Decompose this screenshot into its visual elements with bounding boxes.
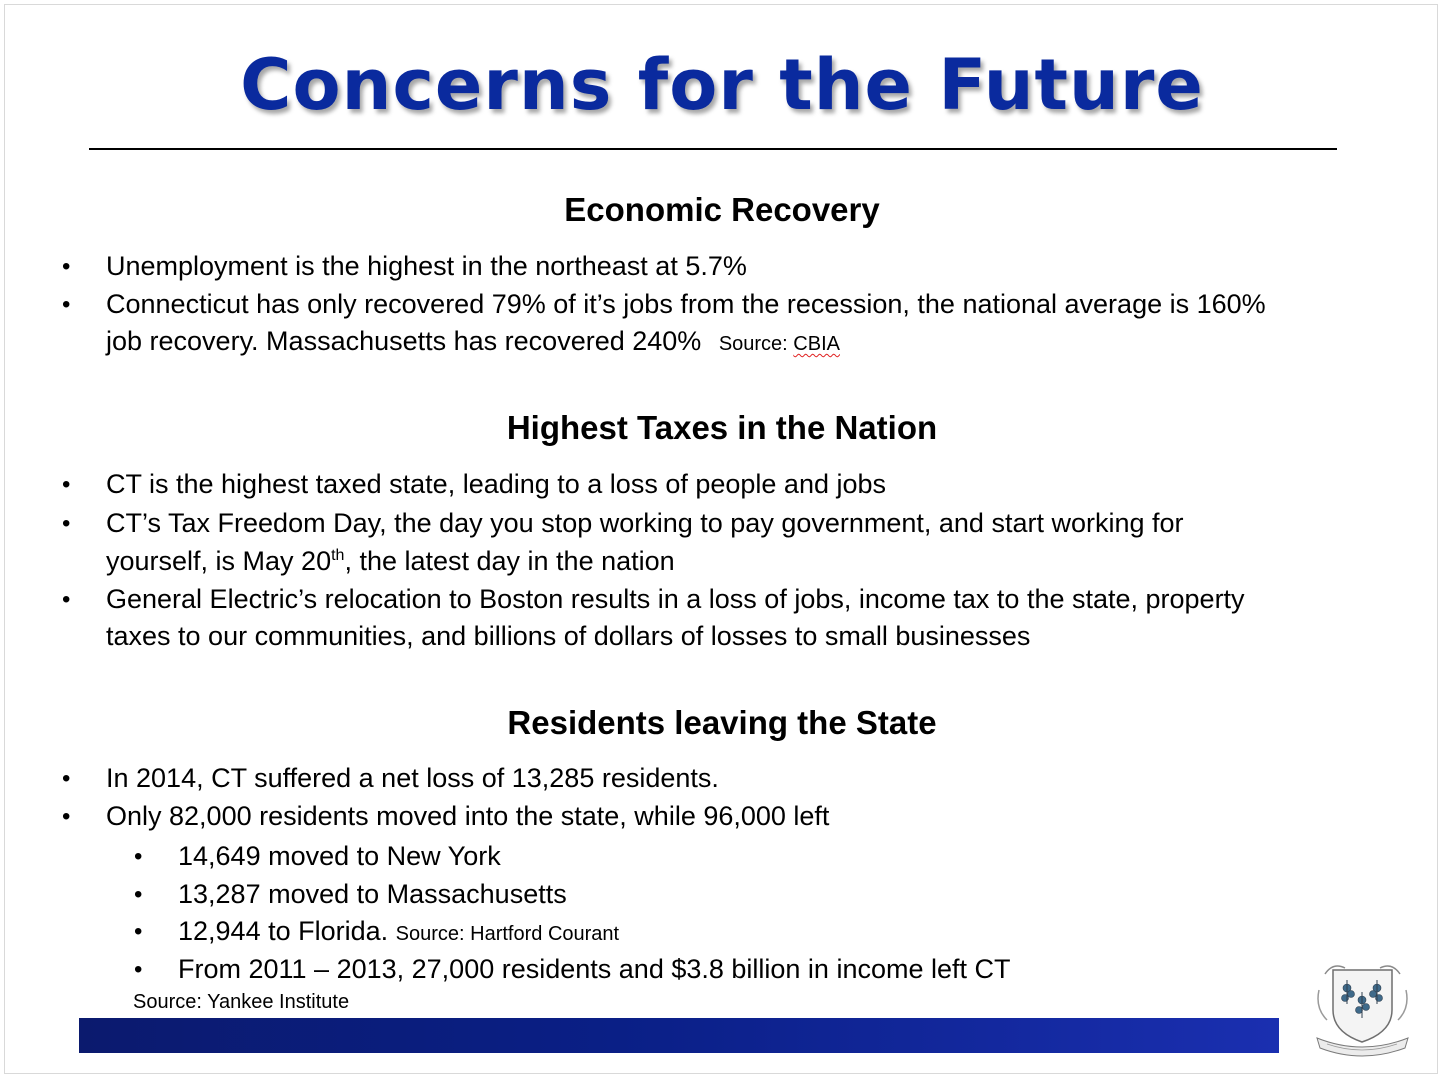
bullet-net-loss: In 2014, CT suffered a net loss of 13,285 residents. (106, 763, 719, 793)
bullet-glyph: • (62, 471, 71, 498)
sub-bullet-glyph: • (134, 881, 143, 908)
bullet-glyph: • (62, 765, 71, 792)
heading-economic-recovery: Economic Recovery (564, 191, 880, 228)
bullet-highest-taxed: CT is the highest taxed state, leading to a loss of people and jobs (106, 469, 887, 499)
footer-bar (79, 1018, 1279, 1053)
bullet-ge-relocation-line1: General Electric’s relocation to Boston results in a loss of jobs, income tax to the state, property (106, 584, 1245, 614)
sub-bullet-massachusetts: 13,287 moved to Massachusetts (178, 879, 567, 909)
bullet-tax-freedom-line2 (106, 543, 675, 580)
bullet-moved-in-vs-left: Only 82,000 residents moved into the state, while 96,000 left (106, 801, 830, 831)
sub-bullet-new-york: 14,649 moved to New York (178, 841, 501, 871)
sub-bullet-glyph: • (134, 918, 143, 945)
source-label: Source: (718, 333, 794, 355)
sub-bullet-income-left: From 2011 – 2013, 27,000 residents and $3.8 billion in income left CT (178, 954, 1011, 984)
sub-bullet-glyph: • (134, 956, 143, 983)
bullet-glyph: • (62, 253, 71, 280)
heading-highest-taxes: Highest Taxes in the Nation (506, 409, 938, 446)
title-divider (89, 148, 1337, 150)
tax-freedom-text-a: yourself, is May 20 (106, 546, 332, 576)
bullet-jobs-recovered-text: job recovery. Massachusetts has recovered 240% (106, 326, 702, 356)
connecticut-state-seal-icon (1305, 960, 1420, 1060)
source-yankee-institute: Source: Yankee Institute (133, 991, 350, 1013)
sub-bullet-florida-text: 12,944 to Florida. (178, 916, 389, 946)
source-cbia: CBIA (793, 333, 840, 355)
bullet-tax-freedom-line1: CT’s Tax Freedom Day, the day you stop working to pay government, and start working for (106, 508, 1184, 538)
bullet-glyph: • (62, 291, 71, 318)
bullet-glyph: • (62, 586, 71, 613)
bullet-glyph: • (62, 510, 71, 537)
sub-bullet-glyph: • (134, 843, 143, 870)
bullet-glyph: • (62, 803, 71, 830)
bullet-jobs-recovered-line1: Connecticut has only recovered 79% of it’s jobs from the recession, the national average is 160% (106, 289, 1266, 319)
source-hartford-courant: Source: Hartford Courant (395, 923, 620, 945)
tax-freedom-superscript: th (331, 547, 345, 564)
slide-title: Concerns for the Future (240, 44, 1204, 126)
sub-bullet-florida (178, 913, 619, 953)
heading-residents-leaving: Residents leaving the State (507, 704, 937, 741)
tax-freedom-text-b: , the latest day in the nation (344, 546, 675, 576)
bullet-jobs-recovered-line2 (106, 323, 840, 363)
bullet-unemployment: Unemployment is the highest in the northeast at 5.7% (106, 251, 747, 281)
bullet-ge-relocation-line2: taxes to our communities, and billions of dollars of losses to small businesses (106, 621, 1031, 651)
